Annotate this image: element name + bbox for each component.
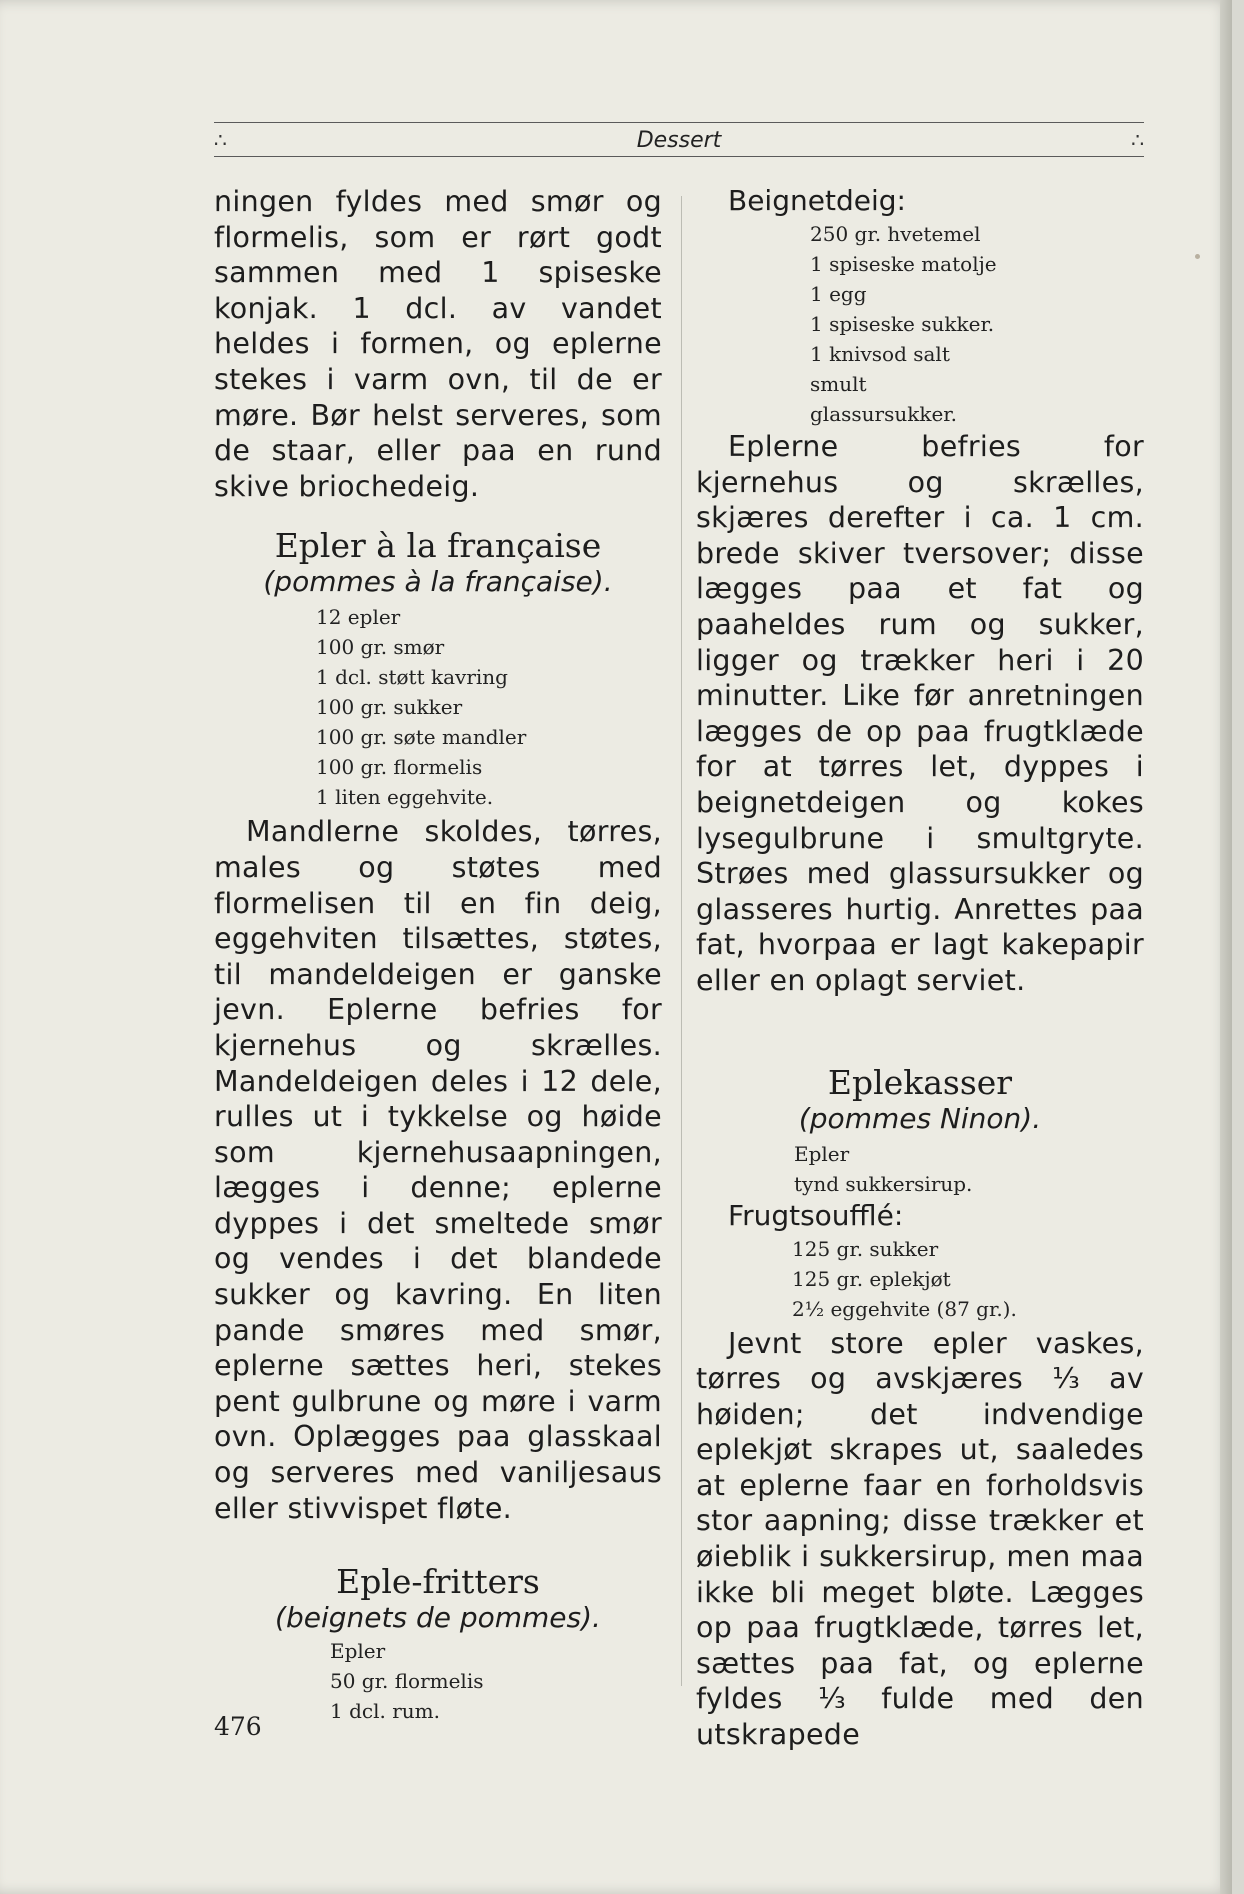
ingredient-item: 2½ eggehvite (87 gr.).: [792, 1296, 1017, 1321]
ingredient-item: 100 gr. søte mandler: [316, 725, 527, 750]
ingredient-list-epler-a-la-francaise: [316, 602, 662, 812]
running-header: [214, 122, 1144, 158]
ingredient-item: 12 epler: [316, 605, 401, 630]
header-rule-bottom: [214, 156, 1144, 157]
method-paragraph-epler-a-la-francaise: Mandlerne skoldes, tørres, males og støtes med flormelisen til en fin deig, eggehviten tilsættes, støtes, til mandeldeigen er ganske jevn. Eplerne befries for kjernehus og skrælles. Mandeldeigen deles i 12 dele, rulles ut i tykkelse og høide som kjernehusaapningen, lægges i denne; eplerne dyppes i det smeltede smør og vendes i det blandede sukker og kavring. En liten pande smøres med smør, eplerne sættes heri, stekes pent gulbrune og møre i varm ovn. Oplægges paa glasskaal og serveres med vaniljesaus eller stivvispet fløte.: [214, 815, 662, 1525]
ingredient-item: 1 spiseske matolje: [810, 252, 997, 276]
ingredient-list-eplekasser: [794, 1139, 1144, 1199]
right-column: [696, 184, 1144, 1753]
ingredient-item: 1 dcl. rum.: [330, 1699, 440, 1724]
ingredient-item: tynd sukkersirup.: [794, 1171, 973, 1196]
recipe-subtitle-beignets-de-pommes: (beignets de pommes).: [275, 1601, 601, 1635]
ornament-left-icon: ∴: [214, 128, 227, 152]
recipe-subtitle-pommes-ninon: (pommes Ninon).: [798, 1101, 1042, 1135]
column-divider: [681, 196, 682, 1686]
recipe-title-eple-fritters: Eple-fritters: [336, 1562, 540, 1602]
ingredient-list-frugtsouffle: [792, 1234, 1144, 1324]
souffle-label: Frugtsoufflé:: [728, 1198, 904, 1232]
ingredient-item: 1 knivsod salt: [810, 342, 950, 366]
batter-label: Beignetdeig:: [728, 184, 906, 217]
left-column: [214, 184, 662, 1726]
ingredient-list-eple-fritters: [330, 1636, 662, 1726]
method-paragraph-eple-fritters: Eplerne befries for kjernehus og skrælles, skjæres derefter i ca. 1 cm. brede skiver tversover; disse lægges paa et fat og paaheldes rum og sukker, ligger og trækker heri i 20 minutter. Like før anretningen lægges de op paa frugtklæde for at tørres let, dyppes i beignetdeigen og kokes lysegulbrune i smultgryte. Strøes med glassursukker og glasseres hurtig. Anrettes paa fat, hvorpaa er lagt kakepapir eller en oplagt serviet.: [696, 430, 1144, 997]
recipe-subtitle-pommes-a-la-francaise: (pommes à la française).: [263, 565, 613, 599]
recipe-title-epler-a-la-francaise: Epler à la française: [274, 526, 602, 566]
ornament-right-icon: ∴: [1131, 128, 1144, 152]
header-rule-top: [214, 122, 1144, 123]
recipe-title-eplekasser: Eplekasser: [827, 1062, 1013, 1102]
intro-paragraph: ningen fyldes med smør og flormelis, som er rørt godt sammen med 1 spiseske konjak. 1 dcl. av vandet heldes i formen, og eplerne stekes i varm ovn, til de er møre. Bør helst serveres, som de staar, eller paa en rund skive briochedeig.: [214, 185, 662, 503]
ingredient-item: 100 gr. flormelis: [316, 755, 483, 780]
ingredient-item: 1 liten eggehvite.: [316, 785, 494, 810]
ingredient-item: 1 dcl. støtt kavring: [316, 665, 508, 690]
paper-speck: [1195, 254, 1200, 259]
page-number: 476: [214, 1712, 262, 1741]
ingredient-list-beignetdeig: [810, 219, 1144, 429]
ingredient-item: 100 gr. smør: [316, 635, 445, 660]
page-edge: [1220, 0, 1232, 1894]
ingredient-item: Epler: [794, 1141, 850, 1166]
header-title: Dessert: [636, 128, 722, 153]
ingredient-item: 50 gr. flormelis: [330, 1669, 484, 1694]
ingredient-item: Epler: [330, 1639, 386, 1664]
ingredient-item: 1 egg: [810, 282, 867, 306]
ingredient-item: 125 gr. eplekjøt: [792, 1266, 951, 1291]
ingredient-item: 125 gr. sukker: [792, 1236, 939, 1261]
ingredient-item: smult: [810, 372, 867, 396]
method-paragraph-eplekasser: Jevnt store epler vaskes, tørres og avskjæres ⅓ av høiden; det indvendige eplekjøt skrapes ut, saaledes at eplerne faar en forholdsvis stor aapning; disse trækker et øieblik i sukkersirup, men maa ikke bli meget bløte. Lægges op paa frugtklæde, tørres let, sættes paa fat, og eplerne fyldes ⅓ fulde med den utskrapede: [696, 1326, 1144, 1752]
ingredient-item: 1 spiseske sukker.: [810, 312, 995, 336]
ingredient-item: 250 gr. hvetemel: [810, 222, 981, 246]
ingredient-item: 100 gr. sukker: [316, 695, 463, 720]
ingredient-item: glassursukker.: [810, 402, 958, 426]
